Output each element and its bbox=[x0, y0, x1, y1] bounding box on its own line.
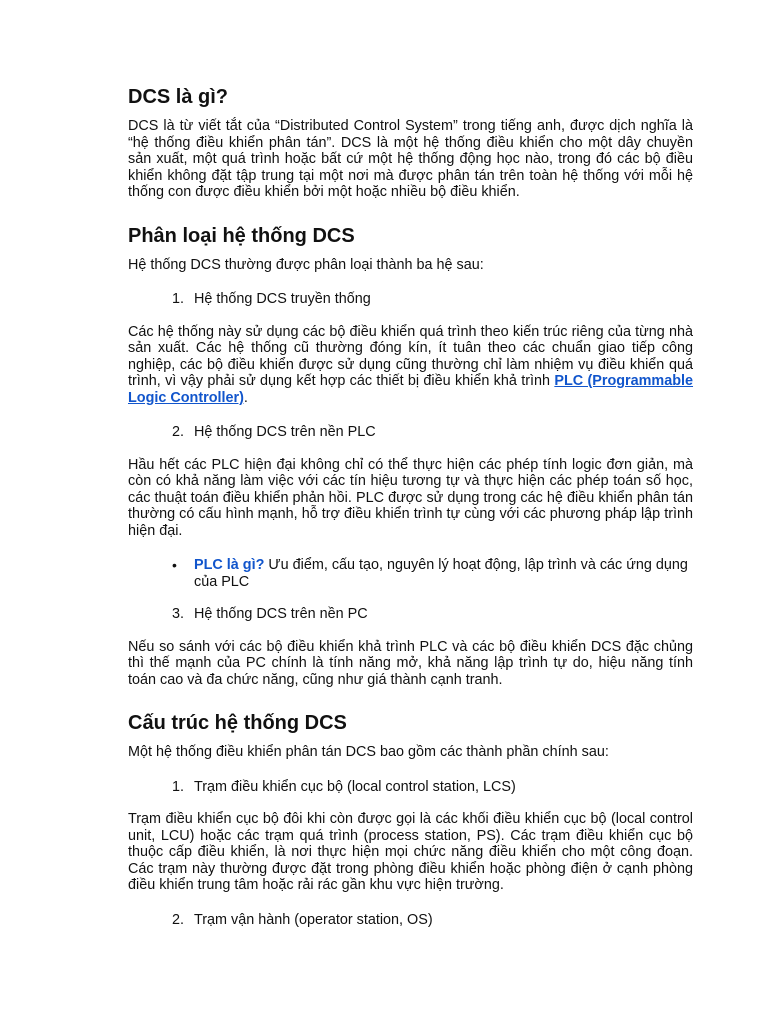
list-item-label: Hệ thống DCS trên nền PC bbox=[194, 606, 368, 622]
paragraph-dcs-pc: Nếu so sánh với các bộ điều khiển khả trình PLC và các bộ điều khiển DCS đặc chủng thì thế mạnh của PC chính là tính năng mở, khả năng lập trình tự do, hiệu năng tính toán cao và đa chức năng, cũng như giá thành cạnh tranh. bbox=[128, 638, 693, 688]
list-item-os bbox=[128, 912, 693, 929]
list-item-dcs-truyen-thong bbox=[128, 291, 693, 308]
list-item-dcs-plc bbox=[128, 424, 693, 441]
list-item-label: Hệ thống DCS truyền thống bbox=[194, 291, 371, 307]
paragraph-cau-truc-intro: Một hệ thống điều khiển phân tán DCS bao gồm các thành phần chính sau: bbox=[128, 744, 609, 760]
list-number: 1. bbox=[172, 778, 185, 795]
paragraph-dcs-truyen-thong: Các hệ thống này sử dụng các bộ điều khiển quá trình theo kiến trúc riêng của từng nhà sản xuất. Các hệ thống cũ thường đóng kín, ít tuân theo các chuẩn giao tiếp công nghiệp, các bộ điều khiển được sử dụng cũng thường chỉ làm nhiệm vụ điều khiển quá trình, vì vậy phải sử dụng kết hợp các thiết bị điều khiển khả trình PLC (Programmable Logic Controller). bbox=[128, 323, 694, 406]
list-number: 3. bbox=[172, 606, 185, 622]
list-number: 1. bbox=[172, 291, 185, 307]
paragraph-dcs-definition: DCS là từ viết tắt của “Distributed Control System” trong tiếng anh, được dịch nghĩa là “hệ thống điều khiển phân tán”. DCS là một hệ thống điều khiển cho một dây chuyền sản xuất, một quá trình hoặc bất cứ một hệ thống động học nào, trong đó các bộ điều khiển không đặt tập trung tại một nơi mà được phân tán trên toàn hệ thống với mỗi hệ thống con được điều khiển bởi một hoặc nhiều bộ điều khiển. bbox=[128, 118, 693, 200]
paragraph-dcs-plc: Hầu hết các PLC hiện đại không chỉ có thể thực hiện các phép tính logic đơn giản, mà còn có khả năng làm việc với các tín hiệu tương tự và thực hiện các phép toán số học, các thuật toán điều khiển phản hồi. PLC được sử dụng trong các hệ điều khiển phân tán thường có cấu hình mạnh, hỗ trợ điều khiển trình tự cùng với các phương pháp lập trình hiện đại. bbox=[128, 456, 693, 539]
bullet-plc-la-gi bbox=[128, 557, 693, 590]
document-content bbox=[128, 84, 693, 928]
bullet-dot: • bbox=[172, 557, 177, 573]
bullet-text: Ưu điểm, cấu tạo, nguyên lý hoạt động, lập trình và các ứng dụng của PLC bbox=[194, 557, 688, 590]
paragraph-lcs: Trạm điều khiển cục bộ đôi khi còn được gọi là các khối điều khiển cục bộ (local control unit, LCU) hoặc các trạm quá trình (process station, PS). Các trạm điều khiển cục bộ thuộc cấp điều khiển, là nơi thực hiện mọi chức năng điều khiển cho một công đoạn. Các trạm này thường được đặt trong phòng điều khiển hoặc phòng điện ở cạnh phòng điều khiển trung tâm hoặc rải rác gần khu vực hiện trường. bbox=[128, 811, 693, 893]
paragraph-phan-loai-intro: Hệ thống DCS thường được phân loại thành ba hệ sau: bbox=[128, 256, 484, 273]
plc-link[interactable]: PLC (Programmable Logic Controller) bbox=[128, 373, 694, 406]
list-item-dcs-pc bbox=[128, 606, 693, 623]
list-number: 2. bbox=[172, 424, 185, 440]
plc-la-gi-link[interactable]: PLC là gì? bbox=[194, 557, 265, 573]
list-item-label: Trạm điều khiển cục bộ (local control station, LCS) bbox=[194, 778, 516, 795]
heading-dcs-la-gi: DCS là gì? bbox=[128, 86, 229, 108]
list-item-lcs bbox=[128, 779, 693, 796]
list-item-label: Trạm vận hành (operator station, OS) bbox=[194, 911, 433, 928]
heading-phan-loai: Phân loại hệ thống DCS bbox=[128, 224, 355, 247]
heading-cau-truc: Cấu trúc hệ thống DCS bbox=[128, 712, 347, 734]
list-number: 2. bbox=[172, 911, 185, 928]
list-item-label: Hệ thống DCS trên nền PLC bbox=[194, 424, 376, 440]
